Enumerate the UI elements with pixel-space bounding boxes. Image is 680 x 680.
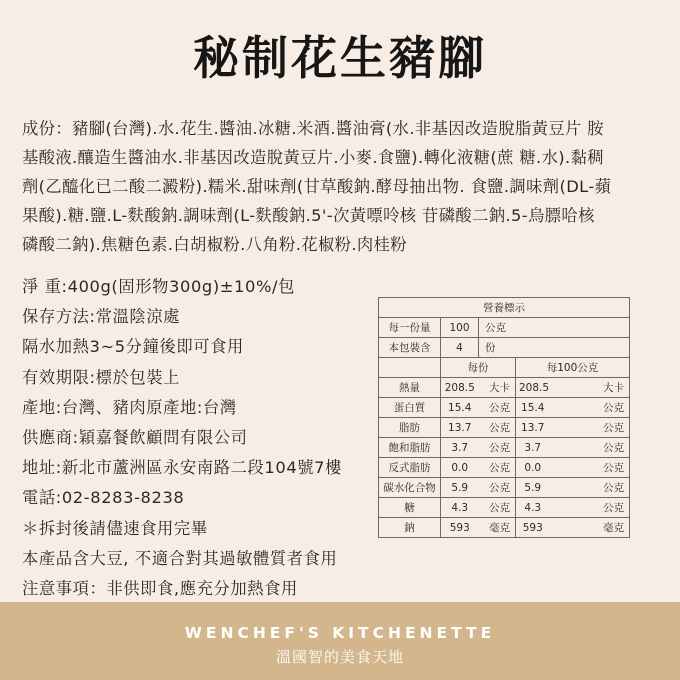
allergen-notice: 本產品含大豆, 不適合對其過敏體質者食用: [22, 548, 338, 568]
serving-size-value: 100: [441, 318, 479, 338]
col-per-serving: 每份: [441, 358, 516, 378]
per-100g-unit: 公克: [550, 418, 630, 438]
nutrition-rows: [379, 378, 630, 538]
product-info-block: [22, 272, 382, 604]
nutrition-header: 營養標示: [379, 298, 630, 318]
per-serving-value: 0.0: [441, 458, 479, 478]
per-serving-value: 5.9: [441, 478, 479, 498]
footer-banner: [0, 602, 680, 680]
servings-label: 本包裝含: [379, 338, 441, 358]
nutrition-row: [379, 518, 630, 538]
per-serving-value: 15.4: [441, 398, 479, 418]
per-100g-unit: 公克: [550, 478, 630, 498]
supplier: 供應商:穎嘉餐飲顧問有限公司: [22, 428, 248, 448]
nutrient-name: 反式脂肪: [379, 458, 441, 478]
nutrition-row: [379, 458, 630, 478]
nutrient-name: 碳水化合物: [379, 478, 441, 498]
per-serving-unit: 大卡: [479, 378, 516, 398]
nutrition-row: [379, 398, 630, 418]
nutrition-column-header-row: [379, 358, 630, 378]
origin: 產地:台灣、豬肉原產地:台灣: [22, 397, 237, 417]
nutrition-row: [379, 378, 630, 398]
per-100g-unit: 公克: [550, 498, 630, 518]
per-100g-unit: 大卡: [550, 378, 630, 398]
address: 地址:新北市蘆洲區永安南路二段104號7樓: [22, 458, 343, 478]
per-100g-value: 593: [516, 518, 550, 538]
nutrient-name: 飽和脂肪: [379, 438, 441, 458]
storage-method: 保存方法:常溫陰涼處: [22, 307, 181, 327]
ingredients-line: 果酸).糖.鹽.L-麩酸鈉.調味劑(L-麩酸鈉.5'-次黃嘌呤核 苷磷酸二鈉.5-烏膘哈核: [22, 206, 595, 225]
per-100g-unit: 公克: [550, 438, 630, 458]
nutrition-header-row: [379, 298, 630, 318]
serving-size-unit: 公克: [479, 318, 630, 338]
servings-unit: 份: [479, 338, 630, 358]
per-100g-value: 4.3: [516, 498, 550, 518]
consume-notice: ＊拆封後請儘速食用完畢: [22, 518, 208, 538]
nutrition-table: [378, 297, 630, 538]
nutrition-row: [379, 418, 630, 438]
per-serving-value: 593: [441, 518, 479, 538]
serving-size-row: [379, 318, 630, 338]
per-100g-value: 15.4: [516, 398, 550, 418]
per-serving-value: 13.7: [441, 418, 479, 438]
expiry-date: 有效期限:標於包裝上: [22, 367, 181, 387]
per-100g-unit: 公克: [550, 458, 630, 478]
net-weight: 淨 重:400g(固形物300g)±10%/包: [22, 277, 295, 296]
per-100g-value: 3.7: [516, 438, 550, 458]
ingredients-line: 基酸液.釀造生醬油水.非基因改造脫黃豆片.小麥.食鹽).轉化液糖(蔗 糖.水).黏稠: [22, 148, 604, 167]
per-100g-value: 208.5: [516, 378, 550, 398]
heating-instructions: 隔水加熱3~5分鐘後即可食用: [22, 337, 244, 357]
per-serving-unit: 公克: [479, 478, 516, 498]
per-serving-value: 4.3: [441, 498, 479, 518]
per-serving-value: 3.7: [441, 438, 479, 458]
nutrition-row: [379, 498, 630, 518]
per-serving-unit: 毫克: [479, 518, 516, 538]
per-serving-unit: 公克: [479, 498, 516, 518]
serving-size-label: 每一份量: [379, 318, 441, 338]
ingredients-line: 磷酸二鈉).焦糖色素.白胡椒粉.八角粉.花椒粉.肉桂粉: [22, 235, 407, 254]
col-per-100g: 每100公克: [516, 358, 630, 378]
product-title: 秘制花生豬腳: [193, 31, 487, 85]
per-serving-unit: 公克: [479, 398, 516, 418]
per-serving-unit: 公克: [479, 458, 516, 478]
nutrition-row: [379, 478, 630, 498]
servings-per-pack-row: [379, 338, 630, 358]
phone: 電話:02-8283-8238: [22, 488, 185, 508]
per-serving-unit: 公克: [479, 418, 516, 438]
per-100g-value: 5.9: [516, 478, 550, 498]
brand-name-chinese: 溫國智的美食天地: [275, 648, 404, 666]
per-100g-unit: 公克: [550, 398, 630, 418]
per-serving-unit: 公克: [479, 438, 516, 458]
nutrient-name: 鈉: [379, 518, 441, 538]
nutrition-row: [379, 438, 630, 458]
nutrition-corner-cell: [379, 358, 441, 378]
nutrient-name: 蛋白質: [379, 398, 441, 418]
nutrient-name: 脂肪: [379, 418, 441, 438]
servings-value: 4: [441, 338, 479, 358]
per-100g-value: 0.0: [516, 458, 550, 478]
per-100g-unit: 毫克: [550, 518, 630, 538]
caution-notice: 注意事項：非供即食,應充分加熱食用: [22, 579, 298, 599]
ingredients-block: [22, 114, 662, 259]
per-serving-value: 208.5: [441, 378, 479, 398]
nutrient-name: 糖: [379, 498, 441, 518]
ingredients-line: 劑(乙醯化已二酸二澱粉).糯米.甜味劑(甘草酸鈉.酵母抽出物. 食鹽.調味劑(DL-蘋: [22, 177, 612, 196]
ingredients-line: 成份：豬腳(台灣).水.花生.醬油.冰糖.米酒.醬油膏(水.非基因改造脫脂黃豆片 胺: [22, 119, 604, 138]
nutrient-name: 熱量: [379, 378, 441, 398]
per-100g-value: 13.7: [516, 418, 550, 438]
brand-name: WENCHEF'S KITCHENETTE: [184, 624, 496, 642]
